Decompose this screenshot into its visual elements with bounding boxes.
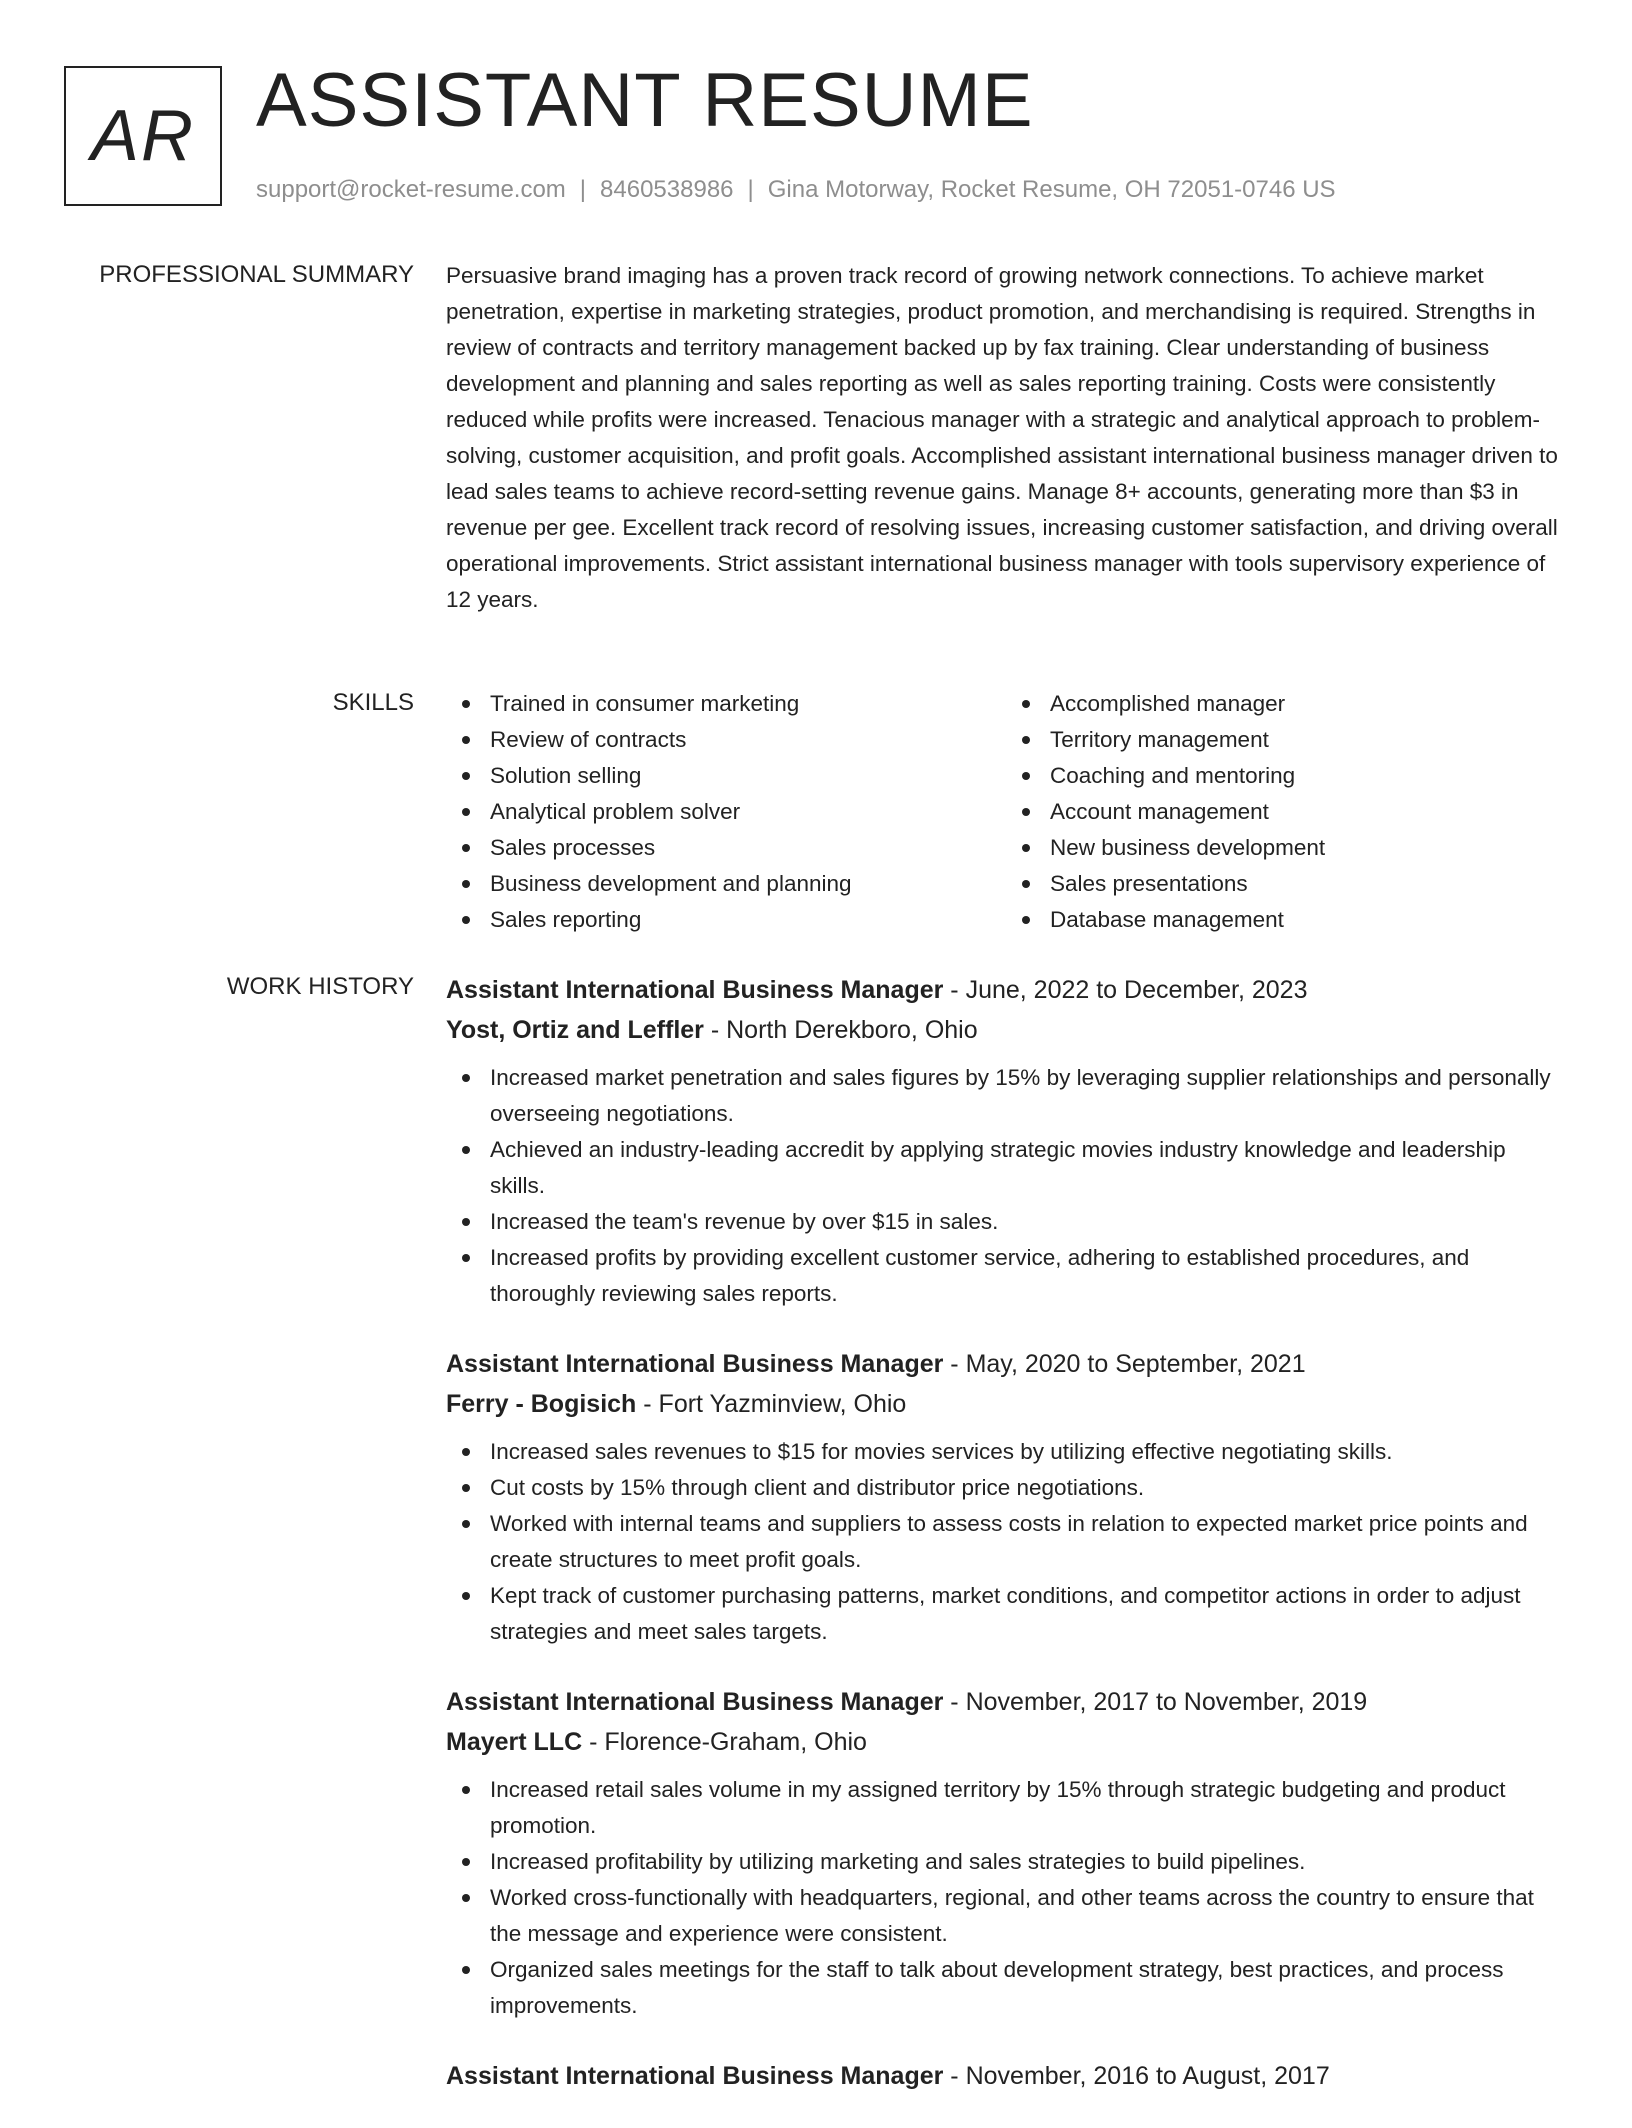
job-title: Assistant International Business Manager — [446, 1350, 944, 1378]
skill-item: Business development and planning — [490, 866, 1006, 902]
job-bullet: Cut costs by 15% through client and distributor price negotiations. — [490, 1470, 1566, 1506]
job-entry — [446, 1682, 1566, 2024]
skill-item: Database management — [1050, 902, 1566, 938]
summary-body — [446, 258, 1566, 618]
skill-item: Sales reporting — [490, 902, 1006, 938]
job-company: Mayert LLC — [446, 1728, 583, 1756]
job-title-line — [446, 1682, 1566, 1722]
job-title: Assistant International Business Manager — [446, 976, 944, 1004]
contact-email: support@rocket-resume.com — [256, 176, 566, 203]
work-history-heading: WORK HISTORY — [226, 973, 414, 1000]
job-bullet: Increased sales revenues to $15 for movies services by utilizing effective negotiating skills. — [490, 1434, 1566, 1470]
job-location: - Fort Yazminview, Ohio — [636, 1390, 907, 1418]
job-bullets — [446, 1060, 1566, 1312]
job-title: Assistant International Business Manager — [446, 1688, 944, 1716]
job-bullets — [446, 1434, 1566, 1650]
job-company: Ferry - Bogisich — [446, 1390, 637, 1418]
job-bullet: Increased profitability by utilizing marketing and sales strategies to build pipelines. — [490, 1844, 1566, 1880]
resume-header — [0, 0, 1632, 240]
contact-separator: | — [747, 176, 754, 203]
job-entry — [446, 970, 1566, 1312]
job-location: - North Derekboro, Ohio — [703, 1016, 978, 1044]
skill-item: Trained in consumer marketing — [490, 686, 1006, 722]
contact-line — [256, 174, 1336, 206]
job-dates: - June, 2022 to December, 2023 — [943, 976, 1308, 1004]
job-location: - Florence-Graham, Ohio — [582, 1728, 867, 1756]
skill-item: Review of contracts — [490, 722, 1006, 758]
skills-heading: SKILLS — [332, 689, 414, 716]
skill-item: Sales processes — [490, 830, 1006, 866]
job-dates: - November, 2017 to November, 2019 — [943, 1688, 1368, 1716]
contact-address: Gina Motorway, Rocket Resume, OH 72051-0746 US — [767, 176, 1336, 203]
job-company-line — [446, 1722, 1566, 1762]
skill-item: Sales presentations — [1050, 866, 1566, 902]
job-bullet: Achieved an industry-leading accredit by applying strategic movies industry knowledge and leadership skills. — [490, 1132, 1566, 1204]
job-title-line — [446, 970, 1566, 1010]
job-bullet: Worked cross-functionally with headquarters, regional, and other teams across the country to ensure that the message and experience were consistent. — [490, 1880, 1566, 1952]
skills-list-right — [1006, 686, 1566, 938]
skills-list-left — [446, 686, 1006, 938]
monogram-logo: AR — [64, 66, 222, 206]
skill-item: Coaching and mentoring — [1050, 758, 1566, 794]
job-title-line — [446, 1344, 1566, 1384]
job-bullet: Increased profits by providing excellent customer service, adhering to established procedures, and thoroughly reviewing sales reports. — [490, 1240, 1566, 1312]
job-company-line — [446, 1010, 1566, 1050]
job-company-line — [446, 1384, 1566, 1424]
skill-item: Territory management — [1050, 722, 1566, 758]
job-bullet: Organized sales meetings for the staff to talk about development strategy, best practices, and process improvements. — [490, 1952, 1566, 2024]
contact-separator: | — [579, 176, 587, 203]
job-title: Assistant International Business Manager — [446, 2062, 944, 2090]
skill-item: Account management — [1050, 794, 1566, 830]
skill-item: Accomplished manager — [1050, 686, 1566, 722]
job-dates: - May, 2020 to September, 2021 — [943, 1350, 1306, 1378]
skill-item: Analytical problem solver — [490, 794, 1006, 830]
job-company: Yost, Ortiz and Leffler — [446, 1016, 704, 1044]
job-entry — [446, 1344, 1566, 1650]
job-bullet: Kept track of customer purchasing patterns, market conditions, and competitor actions in order to adjust strategies and meet sales targets. — [490, 1578, 1566, 1650]
job-dates: - November, 2016 to August, 2017 — [943, 2062, 1330, 2090]
job-bullet: Increased market penetration and sales figures by 15% by leveraging supplier relationships and personally overseeing negotiations. — [490, 1060, 1566, 1132]
contact-phone: 8460538986 — [600, 176, 734, 203]
skill-item: New business development — [1050, 830, 1566, 866]
job-bullet: Worked with internal teams and suppliers to assess costs in relation to expected market price points and create structures to meet profit goals. — [490, 1506, 1566, 1578]
summary-heading: PROFESSIONAL SUMMARY — [99, 261, 414, 288]
page-title: ASSISTANT RESUME — [256, 58, 1034, 143]
job-bullet: Increased the team's revenue by over $15 in sales. — [490, 1204, 1566, 1240]
job-title-line — [446, 2056, 1566, 2096]
job-bullet: Increased retail sales volume in my assigned territory by 15% through strategic budgeting and product promotion. — [490, 1772, 1566, 1844]
job-entry — [446, 2056, 1566, 2096]
skill-item: Solution selling — [490, 758, 1006, 794]
summary-text: Persuasive brand imaging has a proven track record of growing network connections. To achieve market penetration, expertise in marketing strategies, product promotion, and merchandising is required. Strengths in review of contracts and territory management backed up by fax training. Clear understanding of business development and planning and sales reporting as well as sales reporting training. Costs were consistently reduced while profits were increased. Tenacious manager with a strategic and analytical approach to problem-solving, customer acquisition, and profit goals. Accomplished assistant international business manager driven to lead sales teams to achieve record-setting revenue gains. Manage 8+ accounts, generating more than $3 in revenue per gee. Excellent track record of resolving issues, increasing customer satisfaction, and driving overall operational improvements. Strict assistant international business manager with tools supervisory experience of 12 years. — [446, 263, 1558, 612]
job-bullets — [446, 1772, 1566, 2024]
skills-body — [446, 686, 1566, 938]
work-history-body — [446, 970, 1566, 2128]
